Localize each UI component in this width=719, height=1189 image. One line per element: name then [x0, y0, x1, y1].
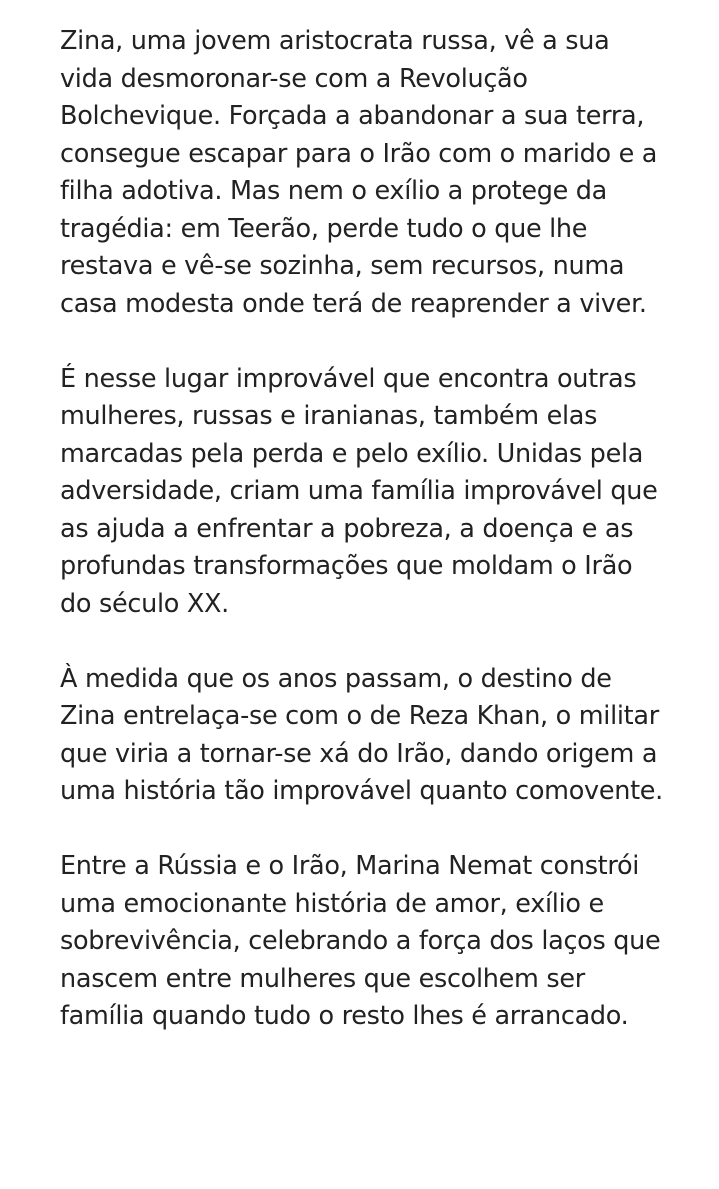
description-paragraph-2: É nesse lugar improvável que encontra outras mulheres, russas e iranianas, também elas marcadas pela perda e pelo exílio. Unidas pela adversidade, criam uma família improvável que as ajuda a enfrentar a pobreza, a doença e as profundas transformações que moldam o Irão do século XX. [60, 363, 658, 619]
book-description [60, 23, 670, 1036]
description-paragraph-4: Entre a Rússia e o Irão, Marina Nemat constrói uma emocionante história de amor, exílio e sobrevivência, celebrando a força dos laços que nascem entre mulheres que escolhem ser família quando tudo o resto lhes é arrancado. [60, 851, 661, 1031]
description-paragraph-3: À medida que os anos passam, o destino de Zina entrelaça-se com o de Reza Khan, o militar que viria a tornar-se xá do Irão, dando origem a uma história tão improvável quanto comovente. [60, 663, 663, 806]
description-paragraph-1: Zina, uma jovem aristocrata russa, vê a sua vida desmoronar-se com a Revolução Bolchevique. Forçada a abandonar a sua terra, consegue escapar para o Irão com o marido e a filha adotiva. Mas nem o exílio a protege da tragédia: em Teerão, perde tudo o que lhe restava e vê-se sozinha, sem recursos, numa casa modesta onde terá de reaprender a viver. [60, 26, 658, 319]
